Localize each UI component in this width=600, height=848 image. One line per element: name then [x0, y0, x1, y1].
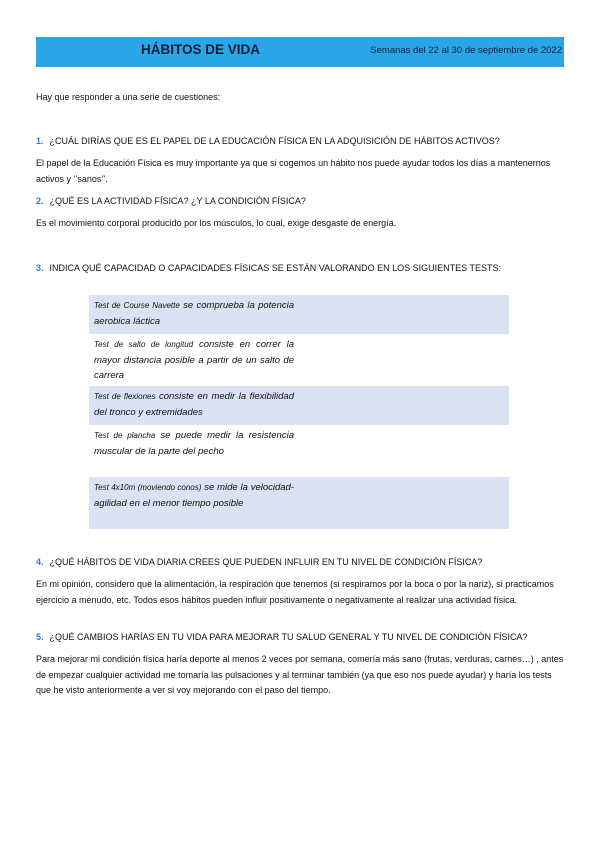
- test-description: se mide la velocidad-agilidad en el menor tiempo posible: [94, 482, 295, 509]
- answer-4: En mi opinión, considero que la alimentación, la respiración que tenemos (si respiramos por la boca o por la nariz), si practicamos ejercicio a menudo, etc. Todos esos hábitos pueden influir positivamente o negativamente al realizar una actividad física.: [36, 579, 554, 605]
- question-number: 3.: [36, 263, 44, 273]
- test-cell: [94, 298, 294, 329]
- test-row: [89, 477, 509, 529]
- test-cell: [94, 337, 294, 384]
- question-number: 5.: [36, 632, 44, 642]
- test-cell: [94, 428, 294, 459]
- test-cell: [94, 389, 294, 420]
- question-number: 4.: [36, 557, 44, 567]
- question-text: ¿CUÁL DIRÍAS QUE ES EL PAPEL DE LA EDUCACIÓN FÍSICA EN LA ADQUISICIÓN DE HÁBITOS ACTIVOS?: [49, 136, 500, 146]
- test-row: [89, 295, 509, 334]
- page-title: HÁBITOS DE VIDA: [141, 42, 261, 57]
- header-banner: [36, 37, 564, 67]
- question-2: [36, 195, 566, 208]
- intro-text: Hay que responder a una serie de cuestiones:: [36, 92, 221, 102]
- test-cell: [94, 480, 294, 511]
- test-row: [89, 334, 509, 386]
- test-description: se comprueba la potencia aerobica láctica: [94, 300, 294, 327]
- test-name: Test de plancha: [94, 431, 156, 440]
- test-row: [89, 386, 509, 425]
- test-description: consiste en medir la flexibilidad del tronco y extremidades: [94, 391, 294, 418]
- date-range: Semanas del 22 al 30 de septiembre de 2022: [370, 45, 562, 56]
- question-text: ¿QUÉ HÁBITOS DE VIDA DIARIA CREES QUE PUEDEN INFLUIR EN TU NIVEL DE CONDICIÓN FÍSICA?: [49, 557, 483, 567]
- question-3: [36, 262, 566, 275]
- test-description: consiste en correr la mayor distancia posible a partir de un salto de carrera: [94, 339, 294, 381]
- question-number: 1.: [36, 136, 44, 146]
- test-name: Test de Course Navette: [94, 301, 180, 310]
- test-name: Test de flexiones: [94, 392, 156, 401]
- tests-table: [89, 295, 509, 529]
- test-row: [89, 425, 509, 477]
- question-text: INDICA QUÉ CAPACIDAD O CAPACIDADES FÍSICAS SE ESTÁN VALORANDO EN LOS SIGUIENTES TESTS:: [49, 263, 501, 273]
- question-text: ¿QUÉ ES LA ACTIVIDAD FÍSICA? ¿Y LA CONDICIÓN FÍSICA?: [49, 196, 306, 206]
- answer-2: Es el movimiento corporal producido por los músculos, lo cual, exige desgaste de energía.: [36, 218, 397, 228]
- question-5: [36, 631, 566, 644]
- question-1: [36, 135, 566, 148]
- question-number: 2.: [36, 196, 44, 206]
- test-description: se puede medir la resistencia muscular de la parte del pecho: [94, 430, 294, 457]
- question-text: ¿QUÉ CAMBIOS HARÍAS EN TU VIDA PARA MEJORAR TU SALUD GENERAL Y TU NIVEL DE CONDICIÓN FÍSICA?: [49, 632, 528, 642]
- test-name: Test 4x10m (moviendo conos): [94, 483, 202, 492]
- answer-1: El papel de la Educación Física es muy importante ya que si cogemos un hábito nos puede ayudar todos los días a mantenernos activos y ‘’sanos’’.: [36, 158, 551, 184]
- test-name: Test de salto de longitud: [94, 340, 194, 349]
- question-4: [36, 556, 566, 569]
- answer-5: Para mejorar mi condición física haría deporte al menos 2 veces por semana, comería más sano (frutas, verduras, carnes…) , antes de empezar cualquier actividad me tomaría las pulsaciones y al terminar también (ya que eso nos puede ayudar) y haría los tests que he visto anteriormente a ver si voy mejorando con el paso del tiempo.: [36, 654, 564, 695]
